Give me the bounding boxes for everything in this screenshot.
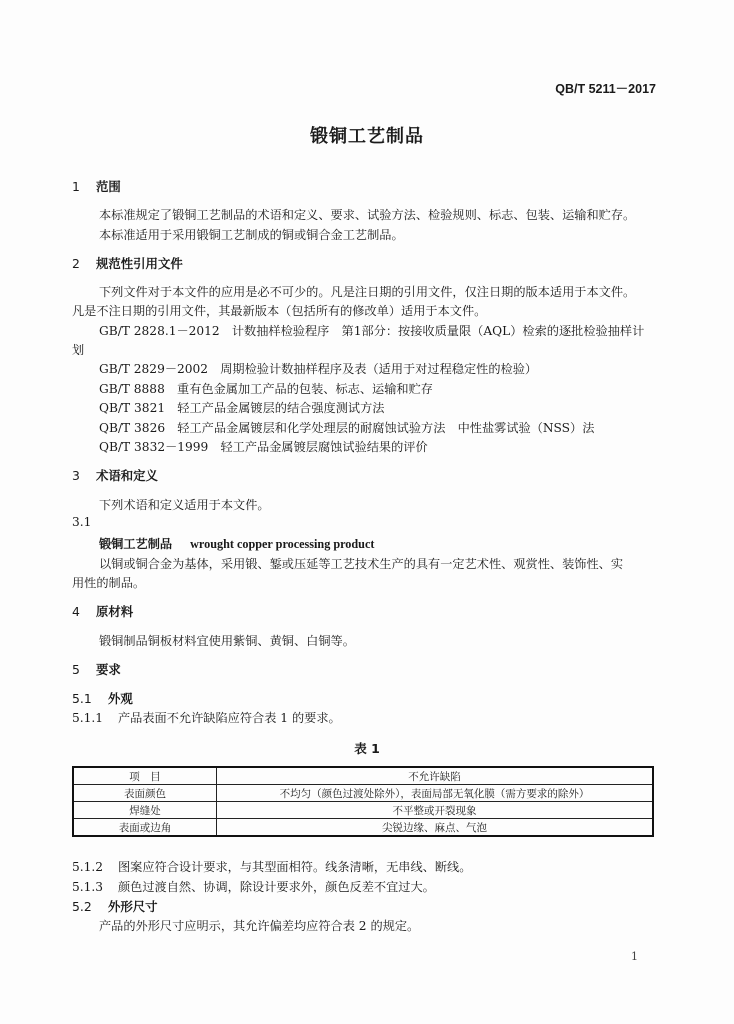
clause-5-1-3	[72, 878, 435, 895]
table-caption: 表 1	[354, 741, 380, 756]
paragraph: 本标准适用于采用锻铜工艺制成的铜或铜合金工艺制品。	[99, 228, 404, 242]
section-number: 2	[72, 256, 80, 271]
paragraph: 本标准规定了锻铜工艺制品的术语和定义、要求、试验方法、检验规则、标志、包装、运输和贮存。	[99, 208, 636, 222]
clause-number: 5.1.1	[72, 711, 104, 725]
table-cell: 焊缝处	[73, 802, 217, 819]
table-cell: 不平整或开裂现象	[217, 802, 654, 819]
clause-text: 图案应符合设计要求，与其型面相符。线条清晰，无串线、断线。	[118, 860, 472, 874]
clause-text: 产品表面不允许缺陷应符合表 1 的要求。	[118, 711, 341, 725]
reference-item: QB/T 3821 轻工产品金属镀层的结合强度测试方法	[99, 401, 385, 415]
subsection-title: 外形尺寸	[108, 899, 158, 914]
table-cell: 尖锐边缘、麻点、气泡	[217, 819, 654, 837]
paragraph: 凡是不注日期的引用文件，其最新版本（包括所有的修改单）适用于本文件。	[72, 304, 487, 318]
paragraph: 下列术语和定义适用于本文件。	[99, 498, 270, 512]
subsection-5-1-heading	[72, 689, 133, 707]
reference-item: GB/T 2829－2002 周期检验计数抽样程序及表（适用于对过程稳定性的检验）	[99, 362, 538, 376]
section-title: 要求	[96, 662, 121, 677]
reference-item: GB/T 2828.1－2012 计数抽样检验程序 第1部分：按接收质量限（AQL）检索的逐批检验抽样计	[99, 324, 645, 338]
section-title: 原材料	[96, 604, 134, 619]
section-title: 范围	[96, 179, 121, 194]
table-cell: 表面或边角	[73, 819, 217, 837]
section-4-heading	[72, 602, 133, 620]
document-title: 锻铜工艺制品	[310, 126, 424, 147]
clause-number: 5.1.3	[72, 880, 104, 894]
clause-5-1-2	[72, 858, 471, 875]
reference-item: QB/T 3826 轻工产品金属镀层和化学处理层的耐腐蚀试验方法 中性盐雾试验（NSS）法	[99, 421, 595, 435]
reference-item: GB/T 8888 重有色金属加工产品的包装、标志、运输和贮存	[99, 382, 433, 396]
table-row	[73, 785, 653, 802]
section-2-heading	[72, 254, 183, 272]
table-row	[73, 819, 653, 837]
section-5-heading	[72, 660, 121, 678]
section-number: 4	[72, 604, 80, 619]
term-english: wrought copper processing product	[190, 537, 375, 551]
paragraph: 锻铜制品铜板材料宜使用紫铜、黄铜、白铜等。	[99, 634, 355, 648]
section-number: 1	[72, 179, 80, 194]
clause-text: 颜色过渡自然、协调，除设计要求外，颜色反差不宜过大。	[118, 880, 435, 894]
table-cell: 不均匀（颜色过渡处除外），表面局部无氧化膜（需方要求的除外）	[217, 785, 654, 802]
paragraph: 下列文件对于本文件的应用是必不可少的。凡是注日期的引用文件，仅注日期的版本适用于本文件。	[99, 285, 636, 299]
section-number: 5	[72, 662, 80, 677]
table-header-cell: 项 目	[73, 767, 217, 785]
subsection-number: 5.1	[72, 691, 92, 706]
subsection-5-2-heading	[72, 897, 158, 915]
section-number: 3	[72, 468, 80, 483]
table-row	[73, 802, 653, 819]
definition: 以铜或铜合金为基体，采用锻、錾或压延等工艺技术生产的具有一定艺术性、观赏性、装饰性、实	[99, 557, 624, 571]
subsection-title: 外观	[108, 691, 133, 706]
clause-5-1-1	[72, 709, 341, 726]
subsection-number: 3.1	[72, 515, 92, 529]
table-header-cell: 不允许缺陷	[217, 767, 654, 785]
clause-number: 5.1.2	[72, 860, 104, 874]
table-header-row	[73, 767, 653, 785]
section-title: 规范性引用文件	[96, 256, 183, 271]
reference-item: QB/T 3832－1999 轻工产品金属镀层腐蚀试验结果的评价	[99, 440, 428, 454]
table-cell: 表面颜色	[73, 785, 217, 802]
section-title: 术语和定义	[96, 468, 158, 483]
page-number: 1	[631, 950, 638, 963]
term-chinese: 锻铜工艺制品	[99, 537, 173, 551]
paragraph: 产品的外形尺寸应明示，其允许偏差均应符合表 2 的规定。	[99, 919, 420, 933]
section-1-heading	[72, 177, 121, 195]
definition: 用性的制品。	[72, 576, 146, 590]
defects-table	[72, 766, 654, 837]
standard-code: QB/T 5211－2017	[555, 82, 656, 96]
reference-item: 划	[72, 343, 85, 357]
subsection-number: 5.2	[72, 899, 92, 914]
term-entry	[99, 535, 374, 552]
section-3-heading	[72, 466, 158, 484]
